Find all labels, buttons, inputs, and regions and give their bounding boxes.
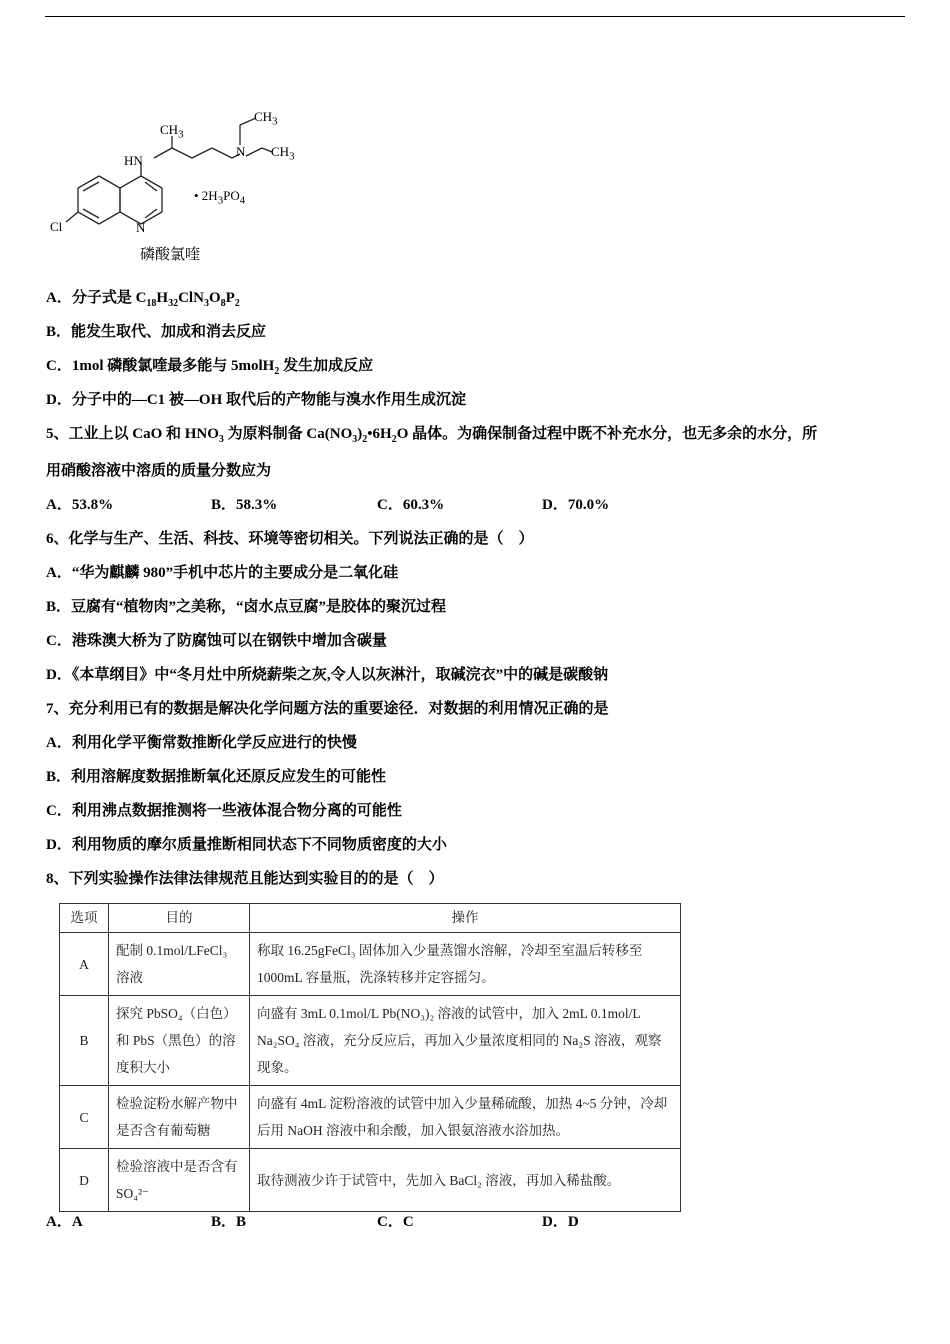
q8-option-d: D．D (542, 1214, 579, 1230)
row-purpose: 检验溶液中是否含有 SO₄²⁻ (109, 1149, 250, 1212)
ch3-ethyl1-label: $CH_3$ (254, 109, 278, 128)
q7-stem: 7、充分利用已有的数据是解决化学问题方法的重要途径．对数据的利用情况正确的是 (46, 701, 609, 717)
q8-stem: 8、下列实验操作法律法律规范且能达到实验目的的是（ ） (46, 871, 444, 887)
row-operation: 取待测液少许于试管中，先加入 BaCl₂ 溶液，再加入稀盐酸。 (250, 1149, 681, 1212)
q4-option-a: A．分子式是 $C_{18}H_{32}ClN_3O_8P_2$ (46, 290, 240, 309)
row-purpose: 配制 0.1mol/LFeCl₃ 溶液 (109, 933, 250, 996)
q6-option-b: B．豆腐有“植物肉”之美称，“卤水点豆腐”是胶体的聚沉过程 (46, 599, 447, 615)
q7-option-a: A．利用化学平衡常数推断化学反应进行的快慢 (46, 735, 357, 751)
q8-option-b: B．B (211, 1214, 247, 1230)
table-header-row (60, 904, 681, 933)
table-row (60, 933, 681, 996)
q4-option-b: B．能发生取代、加成和消去反应 (46, 324, 267, 340)
experiment-table (59, 903, 681, 1212)
q8-option-a: A．A (46, 1214, 83, 1230)
table-row (60, 1149, 681, 1212)
q8-option-c: C．C (377, 1214, 414, 1230)
pyridine-ring (120, 176, 162, 224)
ch3-ethyl2-label: $CH_3$ (271, 144, 295, 163)
q7-option-d: D．利用物质的摩尔质量推断相同状态下不同物质密度的大小 (46, 837, 447, 853)
q4-option-c: C．1mol 磷酸氯喹最多能与 5molH$_2$ 发生加成反应 (46, 358, 374, 377)
ring-n-label: N (136, 220, 146, 235)
q7-option-c: C．利用沸点数据推测将一些液体混合物分离的可能性 (46, 803, 402, 819)
q5-stem-line1: 5、工业上以 CaO 和 $HNO_3$ 为原料制备 $Ca(NO_3)_2•6H_2O$ 晶体。为确保制备过程中既不补充水分，也无多余的水分，所 (46, 426, 818, 445)
q5-option-c: C．60.3% (377, 497, 445, 513)
q4-option-d: D．分子中的—C1 被—OH 取代后的产物能与溴水作用生成沉淀 (46, 392, 467, 408)
header-operation: 操作 (250, 904, 681, 933)
row-option: C (60, 1086, 109, 1149)
header-rule (45, 16, 905, 17)
q5-option-a: A．53.8% (46, 497, 114, 513)
q6-option-d: D．《本草纲目》中“冬月灶中所烧薪柴之灰,令人以灰淋汁，取碱浣衣”中的碱是碳酸钠 (46, 667, 609, 683)
q5-stem-line2: 用硝酸溶液中溶质的质量分数应为 (46, 463, 272, 479)
q6-option-a: A．“华为麒麟 980”手机中芯片的主要成分是二氧化硅 (46, 565, 399, 581)
q6-stem: 6、化学与生产、生活、科技、环境等密切相关。下列说法正确的是（ ） (46, 531, 534, 547)
ch3-top-label: $CH_3$ (160, 122, 184, 141)
structure-caption: 磷酸氯喹 (140, 247, 201, 263)
benzene-ring (78, 176, 120, 224)
header-option: 选项 (60, 904, 109, 933)
cl-label: Cl (50, 219, 63, 234)
amine-n-label: N (236, 144, 246, 159)
row-option: D (60, 1149, 109, 1212)
q6-option-c: C．港珠澳大桥为了防腐蚀可以在钢铁中增加含碳量 (46, 633, 387, 649)
row-option: A (60, 933, 109, 996)
table-row (60, 1086, 681, 1149)
q5-option-d: D．70.0% (542, 497, 610, 513)
q5-option-b: B．58.3% (211, 497, 278, 513)
row-operation: 称取 16.25gFeCl₃ 固体加入少量蒸馏水溶解，冷却至室温后转移至 1000mL 容量瓶，洗涤转移并定容摇匀。 (250, 933, 681, 996)
row-operation: 向盛有 3mL 0.1mol/L Pb(NO₃)₂ 溶液的试管中，加入 2mL 0.1mol/L Na₂SO₄ 溶液，充分反应后，再加入少量浓度相同的 Na₂S 溶液，观察现象。 (250, 996, 681, 1086)
row-purpose: 探究 PbSO₄（白色）和 PbS（黑色）的溶度积大小 (109, 996, 250, 1086)
row-option: B (60, 996, 109, 1086)
row-purpose: 检验淀粉水解产物中是否含有葡萄糖 (109, 1086, 250, 1149)
header-purpose: 目的 (109, 904, 250, 933)
table-row (60, 996, 681, 1086)
phosphate-label: • $2H_3PO_4$ (194, 188, 246, 207)
q7-option-b: B．利用溶解度数据推断氧化还原反应发生的可能性 (46, 769, 387, 785)
hn-label: HN (124, 153, 143, 168)
row-operation: 向盛有 4mL 淀粉溶液的试管中加入少量稀硫酸，加热 4~5 分钟，冷却后用 NaOH 溶液中和余酸，加入银氨溶液水浴加热。 (250, 1086, 681, 1149)
